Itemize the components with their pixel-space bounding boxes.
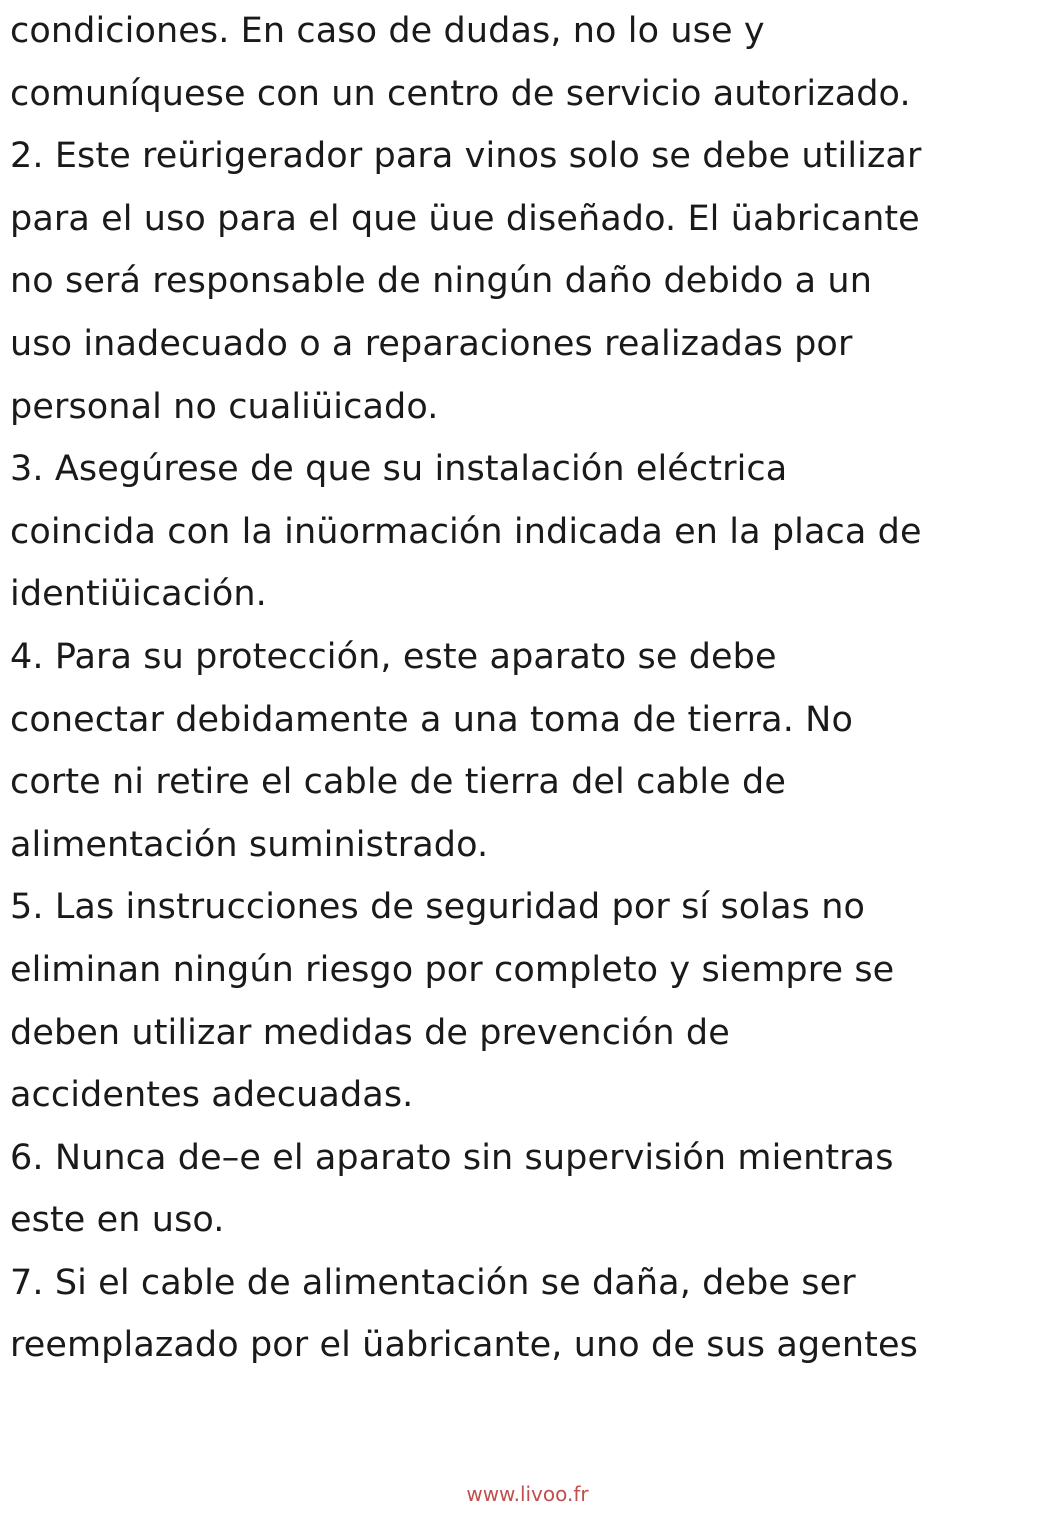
text-line: eliminan ningún riesgo por completo y siempre se: [10, 949, 895, 990]
text-line: 4. Para su protección, este aparato se debe: [10, 636, 777, 677]
text-line: reemplazado por el üabricante, uno de sus agentes: [10, 1325, 918, 1366]
text-line: 5. Las instrucciones de seguridad por sí solas no: [10, 887, 866, 928]
text-line: este en uso.: [10, 1200, 225, 1241]
text-line: accidentes adecuadas.: [10, 1075, 414, 1116]
text-line: uso inadecuado o a reparaciones realizadas por: [10, 323, 853, 364]
text-line: 3. Asegúrese de que su instalación eléctrica: [10, 449, 788, 490]
text-line: coincida con la inüormación indicada en la placa de: [10, 511, 922, 552]
text-line: alimentación suministrado.: [10, 824, 489, 865]
document-body: [10, 0, 1050, 1377]
text-line: 7. Si el cable de alimentación se daña, debe ser: [10, 1262, 856, 1303]
text-line: conectar debidamente a una toma de tierra. No: [10, 699, 853, 740]
text-line: no será responsable de ningún daño debido a un: [10, 261, 872, 302]
text-line: 2. Este reürigerador para vinos solo se debe utilizar: [10, 136, 922, 177]
text-line: comuníquese con un centro de servicio autorizado.: [10, 73, 911, 114]
footer-url: www.livoo.fr: [466, 1482, 589, 1506]
text-line: deben utilizar medidas de prevención de: [10, 1012, 730, 1053]
text-line: condiciones. En caso de dudas, no lo use y: [10, 11, 765, 51]
text-line: corte ni retire el cable de tierra del cable de: [10, 762, 786, 803]
text-line: 6. Nunca de–e el aparato sin supervisión mientras: [10, 1137, 894, 1178]
text-line: para el uso para el que üue diseñado. El üabricante: [10, 198, 920, 239]
text-line: personal no cualiüicado.: [10, 386, 439, 427]
text-line: identiüicación.: [10, 574, 267, 615]
